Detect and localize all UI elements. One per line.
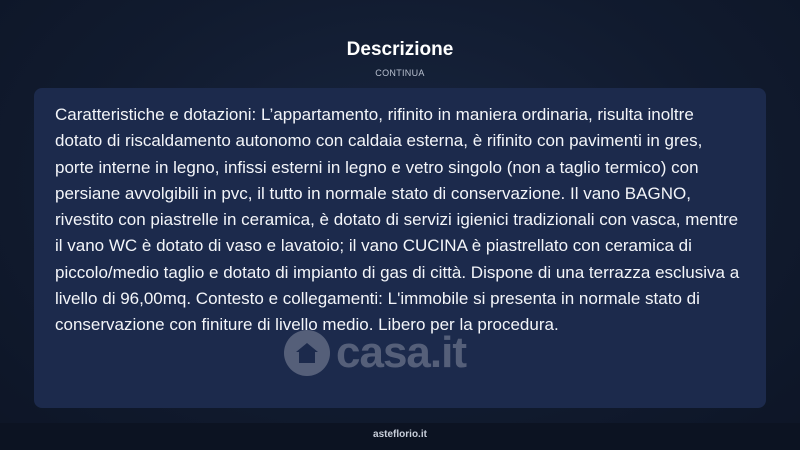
description-card — [34, 88, 766, 408]
continue-link[interactable]: CONTINUA — [375, 68, 425, 78]
page-footer — [0, 423, 800, 450]
description-text: Caratteristiche e dotazioni: L’appartamento, rifinito in maniera ordinaria, risulta inoltre dotato di riscaldamento autonomo con caldaia esterna, è rifinito con pavimenti in gres, porte interne in legno, infissi esterni in legno e vetro singolo (non a taglio termico) con persiane avvolgibili in pvc, il tutto in normale stato di conservazione. Il vano BAGNO, rivestito con piastrelle in ceramica, è dotato di servizi igienici tradizionali con vasca, mentre il vano WC è dotato di vaso e lavatoio; il vano CUCINA è piastrellato con ceramica di piccolo/medio taglio e dotato di impianto di gas di città. Dispone di una terrazza esclusiva a livello di 96,00mq. Contesto e collegamenti: L'immobile si presenta in normale stato di conservazione con finiture di livello medio. Libero per la procedura. — [55, 105, 740, 335]
page-title: Descrizione — [346, 39, 454, 60]
watermark-text: casa.it — [336, 328, 466, 377]
page-header — [0, 38, 800, 81]
footer-site-link[interactable]: asteflorio.it — [373, 429, 427, 440]
